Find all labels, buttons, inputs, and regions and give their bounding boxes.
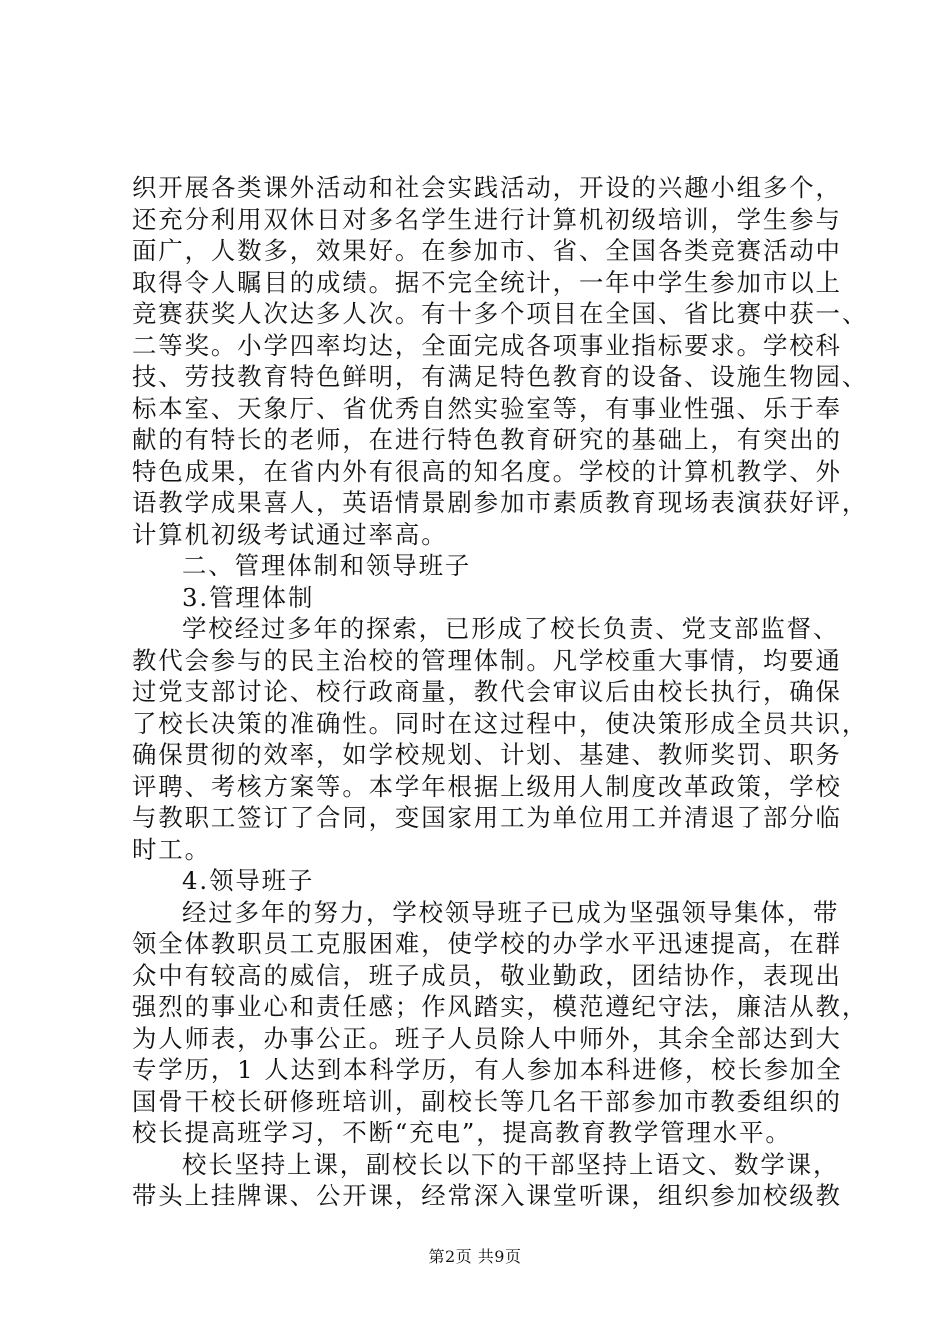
page-footer: 第2页 共9页	[428, 1247, 522, 1266]
text-line: 了校长决策的准确性。同时在这过程中，使决策形成全员共识，	[132, 708, 869, 738]
text-line: 确保贯彻的效率，如学校规划、计划、基建、教师奖罚、职务	[132, 740, 842, 769]
text-line: 强烈的事业心和责任感；作风踏实，模范遵纪守法，廉洁从教，	[132, 992, 869, 1021]
text-line: 众中有较高的威信，班子成员，敬业勤政，团结协作，表现出	[132, 960, 842, 990]
text-line: 与教职工签订了合同，变国家用工为单位用工并清退了部分临	[132, 803, 842, 832]
text-line: 还充分利用双休日对多名学生进行计算机初级培训，学生参与	[132, 204, 842, 234]
text-line: 面广，人数多，效果好。在参加市、省、全国各类竞赛活动中	[132, 236, 842, 265]
text-line: 取得令人瞩目的成绩。据不完全统计，一年中学生参加市以上	[132, 267, 842, 297]
text-line: 过党支部讨论、校行政商量，教代会审议后由校长执行，确保	[132, 677, 842, 706]
text-line: 校长提高班学习，不断“充电”，提高教育教学管理水平。	[132, 1118, 792, 1147]
text-line: 评聘、考核方案等。本学年根据上级用人制度改革政策，学校	[132, 771, 842, 801]
text-line: 校长坚持上课，副校长以下的干部坚持上语文、数学课，	[182, 1149, 840, 1179]
body-text	[132, 172, 869, 1212]
text-line: 带头上挂牌课、公开课，经常深入课堂听课，组织参加校级教	[132, 1181, 842, 1210]
text-line: 专学历，1 人达到本科学历，有人参加本科进修，校长参加全	[132, 1055, 843, 1084]
text-line: 教代会参与的民主治校的管理体制。凡学校重大事情，均要通	[132, 645, 842, 675]
text-line: 二等奖。小学四率均达，全面完成各项事业指标要求。学校科	[132, 330, 842, 360]
text-line: 语教学成果喜人，英语情景剧参加市素质教育现场表演获好评，	[132, 488, 869, 517]
text-line: 国骨干校长研修班培训，副校长等几名干部参加市教委组织的	[132, 1086, 842, 1116]
text-line: 学校经过多年的探索，已形成了校长负责、党支部监督、	[182, 614, 840, 643]
text-line: 领全体教职员工克服困难，使学校的办学水平迅速提高，在群	[132, 929, 842, 958]
text-line: 织开展各类课外活动和社会实践活动，开设的兴趣小组多个，	[132, 173, 842, 202]
text-line: 竞赛获奖人次达多人次。有十多个项目在全国、省比赛中获一、	[132, 299, 869, 328]
text-line: 为人师表，办事公正。班子人员除人中师外，其余全部达到大	[132, 1023, 842, 1053]
text-line: 特色成果，在省内外有很高的知名度。学校的计算机教学、外	[132, 456, 842, 486]
text-line: 标本室、天象厅、省优秀自然实验室等，有事业性强、乐于奉	[132, 393, 842, 423]
text-line: 经过多年的努力，学校领导班子已成为坚强领导集体，带	[182, 897, 840, 927]
subsection-heading: 3.管理体制	[182, 582, 315, 612]
text-line: 献的有特长的老师，在进行特色教育研究的基础上，有突出的	[132, 425, 842, 454]
text-line: 时工。	[132, 834, 211, 864]
text-line: 计算机初级考试通过率高。	[132, 519, 448, 549]
text-line: 技、劳技教育特色鲜明，有满足特色教育的设备、设施生物园、	[132, 362, 869, 391]
section-heading: 二、管理体制和领导班子	[182, 551, 472, 580]
subsection-heading: 4.领导班子	[182, 866, 315, 895]
